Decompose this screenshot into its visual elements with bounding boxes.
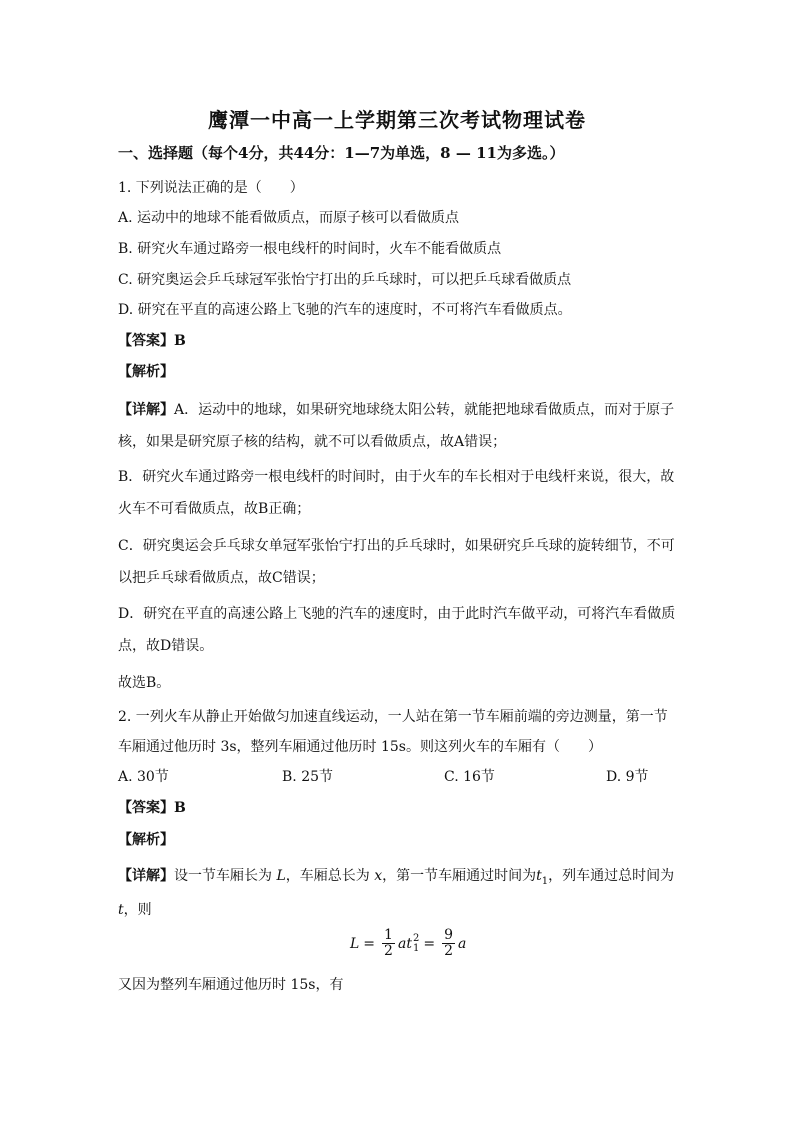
eq-t: t	[406, 935, 412, 952]
section-heading: 一、选择题（每个4分，共44分：1—7为单选，8 — 11为多选。）	[118, 144, 565, 162]
q1-detail-a2: 核，如果是研究原子核的结构，就不可以看做质点，故A错误；	[118, 434, 507, 450]
q2-option-a: A. 30节	[118, 769, 169, 785]
eq-a: a	[397, 935, 407, 952]
var-L: L	[276, 868, 286, 884]
fraction-numerator: 9	[444, 927, 453, 943]
detail-text: ，车厢总长为	[285, 868, 375, 884]
q1-option-b: B. 研究火车通过路旁一根电线杆的时间时，火车不能看做质点	[118, 241, 502, 257]
eq-lhs: L	[350, 935, 360, 952]
eq-sign: =	[363, 935, 376, 952]
q1-detail-b2: 火车不可看做质点，故B正确；	[118, 501, 311, 517]
q2-detail-last: 又因为整列车厢通过他历时 15s，有	[118, 977, 344, 993]
fraction-denominator: 2	[444, 943, 453, 959]
q2-option-c: C. 16节	[444, 769, 495, 785]
q1-detail-c1: C．研究奥运会乒乓球女单冠军张怡宁打出的乒乓球时，如果研究乒乓球的旋转细节，不可	[118, 538, 675, 554]
q1-option-d: D. 研究在平直的高速公路上飞驰的汽车的速度时，不可将汽车看做质点。	[118, 302, 572, 318]
detail-text: 设一节车厢长为	[174, 868, 277, 884]
q1-option-c: C. 研究奥运会乒乓球冠军张怡宁打出的乒乓球时，可以把乒乓球看做质点	[118, 272, 572, 288]
q1-conclusion: 故选B。	[118, 675, 171, 691]
var-x: x	[374, 868, 383, 884]
q2-stem-line1: 2. 一列火车从静止开始做匀加速直线运动，一人站在第一节车厢前端的旁边测量，第一节	[118, 709, 668, 725]
q1-detail-d1: D．研究在平直的高速公路上飞驰的汽车的速度时，由于此时汽车做平动，可将汽车看做质	[118, 606, 676, 622]
eq-t-sup: 2	[412, 932, 420, 944]
fraction-half	[382, 928, 395, 959]
detail-text: ，第一节车厢通过时间为	[382, 868, 537, 884]
detail-label: 【详解】	[118, 402, 174, 418]
q1-analysis-label: 【解析】	[118, 364, 174, 380]
var-t1-sub: 1	[541, 875, 549, 887]
q1-detail-c2: 以把乒乓球看做质点，故C错误；	[118, 570, 325, 586]
q2-analysis-label: 【解析】	[118, 832, 174, 848]
q2-stem-line2: 车厢通过他历时 3s，整列车厢通过他历时 15s。则这列火车的车厢有（ ）	[118, 739, 602, 755]
detail-text: A．运动中的地球，如果研究地球绕太阳公转，就能把地球看做质点，而对于原子	[174, 402, 675, 418]
page-title: 鹰潭一中高一上学期第三次考试物理试卷	[208, 108, 586, 132]
q1-option-a: A. 运动中的地球不能看做质点，而原子核可以看做质点	[118, 210, 460, 226]
eq-t-sub: 1	[412, 942, 420, 954]
q2-option-b: B. 25节	[282, 769, 334, 785]
eq-sign: =	[423, 935, 436, 952]
var-t1: t	[536, 868, 542, 884]
q2-detail-line1	[118, 866, 674, 892]
q2-option-d: D. 9节	[606, 769, 649, 785]
eq-rhs: a	[457, 935, 467, 952]
q1-answer: 【答案】B	[118, 333, 186, 349]
detail-text: ，则	[123, 902, 152, 918]
fraction-numerator: 1	[384, 927, 393, 943]
q1-stem: 1. 下列说法正确的是（ ）	[118, 180, 304, 196]
detail-label: 【详解】	[118, 868, 174, 884]
fraction-denominator: 2	[384, 943, 393, 959]
q1-detail-b1: B．研究火车通过路旁一根电线杆的时间时，由于火车的车长相对于电线杆来说，很大，故	[118, 469, 675, 485]
var-t: t	[118, 902, 124, 918]
detail-text: ，列车通过总时间为	[548, 868, 675, 884]
equation	[350, 928, 466, 959]
q1-detail-a1	[118, 400, 674, 420]
q1-detail-d2: 点，故D错误。	[118, 638, 214, 654]
q2-detail-line2	[118, 900, 152, 920]
fraction-nine-half	[442, 928, 455, 959]
q2-answer: 【答案】B	[118, 800, 186, 816]
